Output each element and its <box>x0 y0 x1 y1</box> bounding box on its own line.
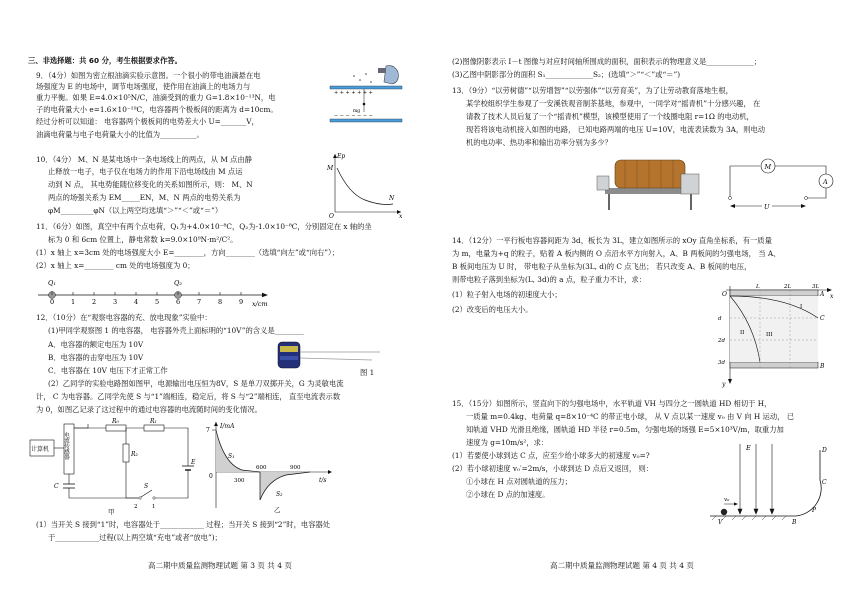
origin-label: O <box>329 213 334 220</box>
q15-line: 15．（15分）如图所示，竖直向下的匀强电场中，水平轨道 VH 与四分之一圆轨道 HD 相切于 H， <box>452 399 772 408</box>
tea-rolling-machine-image <box>595 148 705 216</box>
axis-tick-label: 2 <box>92 298 97 306</box>
q14-line: 为 m，电量为+q 的粒子，贴着 A 板内侧的 O 点沿水平方向射入，A、B 两板间的匀强电场， 当 A、 <box>452 249 781 258</box>
capacitor-image <box>276 338 386 372</box>
q10-line: 两点的场强关系为 EM_____EN，M、N 两点的电势关系为 <box>48 193 241 202</box>
q12-option-c: C．电容器在 10V 电压下才正常工作 <box>48 366 168 375</box>
q14-sub-1: (1）粒子射入电场的初速度大小； <box>452 290 562 299</box>
q12-cont-line: (3)乙图中阴影部分的面积 S₁_____________S₂；(选填“＞”“＜”或“＝”) <box>452 70 681 79</box>
q11-line: (1）x 轴上 x=3cm 处的电场强度大小 E=________，方向________（选填“向左”或“向右”）； <box>36 248 339 257</box>
point-n: N <box>389 195 395 202</box>
y-axis-label: y <box>722 381 726 388</box>
q12-line: 为 0，如图乙记录了这过程中的通过电容器的电流随时间的变化情况。 <box>36 405 262 414</box>
i-axis-label: I/mA <box>220 423 235 430</box>
e-label: E <box>191 459 196 466</box>
charge-axis-figure <box>38 273 278 307</box>
point-m: M <box>327 165 334 172</box>
graph-caption: 乙 <box>274 506 281 514</box>
potential-energy-graph <box>325 150 405 218</box>
x-axis-unit: x/cm <box>252 300 268 308</box>
q12-option-a: A．电容器的额定电压为 10V <box>48 340 144 349</box>
svg-text:− − − − − − −: − − − − − − − <box>334 113 373 119</box>
figure-1-label: 图 1 <box>360 368 375 377</box>
3d-tick: 3d <box>718 360 726 366</box>
q14-line: 则带电粒子落到坐标为(L, 3d)的 a 点，粒子重力不计，求： <box>452 275 647 284</box>
q15-line: 知轨道 VHD 光滑且绝缘，圆轨道 HD 半径 r=0.5m，匀强电场的场强 E=5×10³V/m，取重力加 <box>466 425 784 434</box>
origin-label: O <box>722 291 727 298</box>
tick-600: 600 <box>256 465 267 471</box>
q12-line: 12．（10分）在“观察电容器的充、放电现象”实验中： <box>36 313 212 322</box>
axis-tick-label: 0 <box>50 298 55 306</box>
q9-line: 油滴电荷量与电子电荷量大小的比值为__________。 <box>36 130 204 139</box>
q2-label: Q₂ <box>174 279 182 287</box>
mg-label: mg <box>353 109 361 114</box>
axis-tick-label: 8 <box>218 298 223 306</box>
i-max-label: 7 <box>206 427 210 434</box>
d-tick: d <box>718 316 722 322</box>
q14-line: 14．（12分）一平行板电容器间距为 3d，板长为 3L，建立如图所示的 xOy 直角坐标系，有一质量 <box>452 236 772 245</box>
axis-tick-label: 9 <box>239 298 244 306</box>
r2-label: R₂ <box>131 451 138 458</box>
field-e-label: E <box>746 444 751 452</box>
q15-sub-2a: ①小球在 H 点对圆轨道的压力； <box>466 477 572 486</box>
tick-900: 900 <box>290 465 301 471</box>
q13-line: 机的电功率、热功率和输出功率分别为多少？ <box>466 138 612 147</box>
q14-line: B 板间电压为 U 时， 带电粒子从坐标为(3L, d)的 C 点飞出； 若只改变 A、B 板间的电压， <box>452 262 752 271</box>
q15-sub-1: (1）若要使小球到达 C 点，应至少给小球多大的初速度 v₀=? <box>452 451 650 460</box>
q14-sub-2: (2）改变后的电压大小。 <box>452 305 533 314</box>
q10-line: 止释放一电子，电子仅在电场力的作用下沿电场线由 M 点运 <box>48 167 243 176</box>
s1-label: S₁ <box>228 453 235 460</box>
q12-line: (2）乙同学的实验电路图如图甲，电源输出电压恒为8V，S 是单刀双掷开关，G 为灵敏电流 <box>48 379 344 388</box>
axis-tick-label: 7 <box>197 298 202 306</box>
plate-a-label: A <box>820 291 825 298</box>
2d-tick: 2d <box>718 338 726 344</box>
region-1: I <box>800 304 803 310</box>
point-c-label: C <box>820 315 825 322</box>
right-page <box>430 0 860 595</box>
tick-300: 300 <box>234 478 245 484</box>
q13-line: 13．（9分）“以劳树德”“以劳增智”“以劳强体”“以劳育美”，为了让劳动教育落地生根， <box>452 86 733 95</box>
x-axis-label: x <box>399 213 403 220</box>
q12-option-b: B．电容器的击穿电压为 10V <box>48 353 144 362</box>
x-axis-label: x <box>830 293 834 300</box>
q1-label: Q₁ <box>48 279 56 287</box>
page-footer: 高二期中质量监测物理试题 第 4 页 共 4 页 <box>550 561 694 570</box>
c-label: C <box>54 483 59 490</box>
v0-label: v₀ <box>724 497 730 503</box>
q12-tail-line: (1）当开关 S 接到“1”时，电容器处于____________ 过程；当开关 S 接到“2”时，电容器处 <box>36 520 331 529</box>
point-p: P <box>812 507 817 514</box>
q10-line: 10．（4分） M、N 是某电场中一条电场线上的两点，从 M 点由静 <box>36 155 253 164</box>
q12-cont-line: (2)图像阴影表示 I－t 图像与对应时间轴所围成的面积，面积表示的物理意义是_____________； <box>452 57 762 66</box>
q9-line: 子的电荷量大小 e=1.6×10⁻¹⁹C，电容器两个极板间的距离为 d=10cm。 <box>36 105 278 114</box>
q15-line: 一质量 m=0.4kg、电荷量 q=8×10⁻⁴C 的带正电小球， 从 V 点以某一速度 v₀ 由 V 向 H 运动， 已 <box>466 412 795 421</box>
circuit-caption: 甲 <box>108 508 115 516</box>
q15-sub-2b: ②小球在 D 点的加速度。 <box>466 490 550 499</box>
region-3: III <box>766 332 773 338</box>
plate-b-label: B <box>820 363 825 370</box>
point-b: B <box>792 519 797 526</box>
capacitor-plate-figure <box>716 284 840 388</box>
q13-line: 某学校组织学生参观了一安溪铁观音制茶基地，参观中，一同学对“摇青机”十分感兴趣， 在 <box>466 99 761 108</box>
sensor-label: 电流传感器 <box>63 432 69 460</box>
svg-text:+ + + + + + +: + + + + + + + <box>334 90 373 96</box>
voltage-label: U <box>764 203 770 211</box>
q12-line: (1)甲同学观察图 1 的电容器， 电容器外壳上面标明的“10V”的含义是________ <box>48 326 304 335</box>
region-2: II <box>740 330 745 336</box>
2l-tick: 2L <box>784 284 792 290</box>
page-footer: 高二期中质量监测物理试题 第 3 页 共 4 页 <box>148 561 292 570</box>
ammeter-label: A <box>823 178 828 186</box>
axis-tick-label: 5 <box>155 298 160 306</box>
q13-line: 请教了技术人员后复了一个“摇青机”模型，该模型使用了一个线圈电阻 r=1Ω 的电动机， <box>466 112 754 121</box>
3l-tick: 3L <box>812 284 820 290</box>
section-title: 三、非选择题：共 60 分，考生根据要求作答。 <box>28 56 182 65</box>
s-label: S <box>144 483 149 490</box>
r0-label: R₀ <box>112 418 119 425</box>
q9-line: 重力平衡。如果 E=4.0×10⁵N/C，油滴受到的重力 G=1.8×10⁻¹³N，电 <box>36 93 276 102</box>
ep-axis-label: Ep <box>337 153 346 160</box>
motor-circuit <box>726 150 836 212</box>
q11-line: 标为 0 和 6cm 位置上，静电常数 k=9.0×10⁹N·m²/C²。 <box>48 235 238 244</box>
q12-line: 计， C 为电容器。乙同学先使 S 与“1”端相连，稳定后，将 S 与“2”端相连， 直至电流表示数 <box>36 392 341 401</box>
terminal-1: 1 <box>152 504 156 510</box>
q13-line: 现若将该电动机接入如图的电路， 已知电路两端的电压 U=10V，电流表读数为 3A，则电动 <box>466 125 766 134</box>
q11-line: 11．（6分）如图，真空中有两个点电荷，Q₁为+4.0×10⁻⁸C，Q₂为-1.0×10⁻⁸C，分别固定在 x 轴的坐 <box>36 222 372 231</box>
point-d: D <box>822 447 827 454</box>
millikan-figure <box>324 62 406 134</box>
q9-line: 场强度为 E 的电场中，调节电场强度，使作用在油滴上的电场力与 <box>36 82 251 91</box>
current-time-graph <box>206 420 336 512</box>
l-tick: L <box>756 284 760 290</box>
point-c: C <box>822 479 827 486</box>
r1-label: R₁ <box>150 418 157 425</box>
q9-line: 9．（4分）如图为密立根油滴实验示意图。一个很小的带电油滴悬在电 <box>36 71 261 80</box>
q11-line: (2）x 轴上 x=________ cm 处的电场强度为 0； <box>36 261 195 270</box>
motor-label: M <box>764 163 772 171</box>
circular-track-figure <box>708 440 840 524</box>
computer-label: 计算机 <box>31 446 50 453</box>
q10-line: φM_________φN（以上两空均选填“＞”“＜”或“＝”） <box>48 206 223 215</box>
charge-discharge-circuit <box>28 418 198 514</box>
point-v: V <box>718 519 723 526</box>
q9-line: 经过分析可以知道： 电容器两个极板间的电势差大小 U=_______V， <box>36 117 259 126</box>
axis-tick-label: 3 <box>113 298 118 306</box>
axis-tick-label: 1 <box>71 298 76 306</box>
axis-tick-label: 6 <box>176 298 181 306</box>
axis-tick-label: 4 <box>134 298 139 306</box>
q12-tail-line: 于____________过程(以上两空填“充电”或者“放电”)； <box>48 533 222 542</box>
s2-label: S₂ <box>276 491 283 498</box>
terminal-2: 2 <box>134 504 138 510</box>
q15-line: 速度为 g=10m/s²，求： <box>466 438 549 447</box>
q15-sub-2: (2）若小球初速度 v₀′=2m/s，小球到达 D 点后又返回， 则： <box>452 464 654 473</box>
t-axis-label: t/s <box>319 477 327 484</box>
origin-label: 0 <box>209 473 213 480</box>
q10-line: 动到 N 点， 其电势能随位移变化的关系如图所示，则： M、N <box>48 180 253 189</box>
